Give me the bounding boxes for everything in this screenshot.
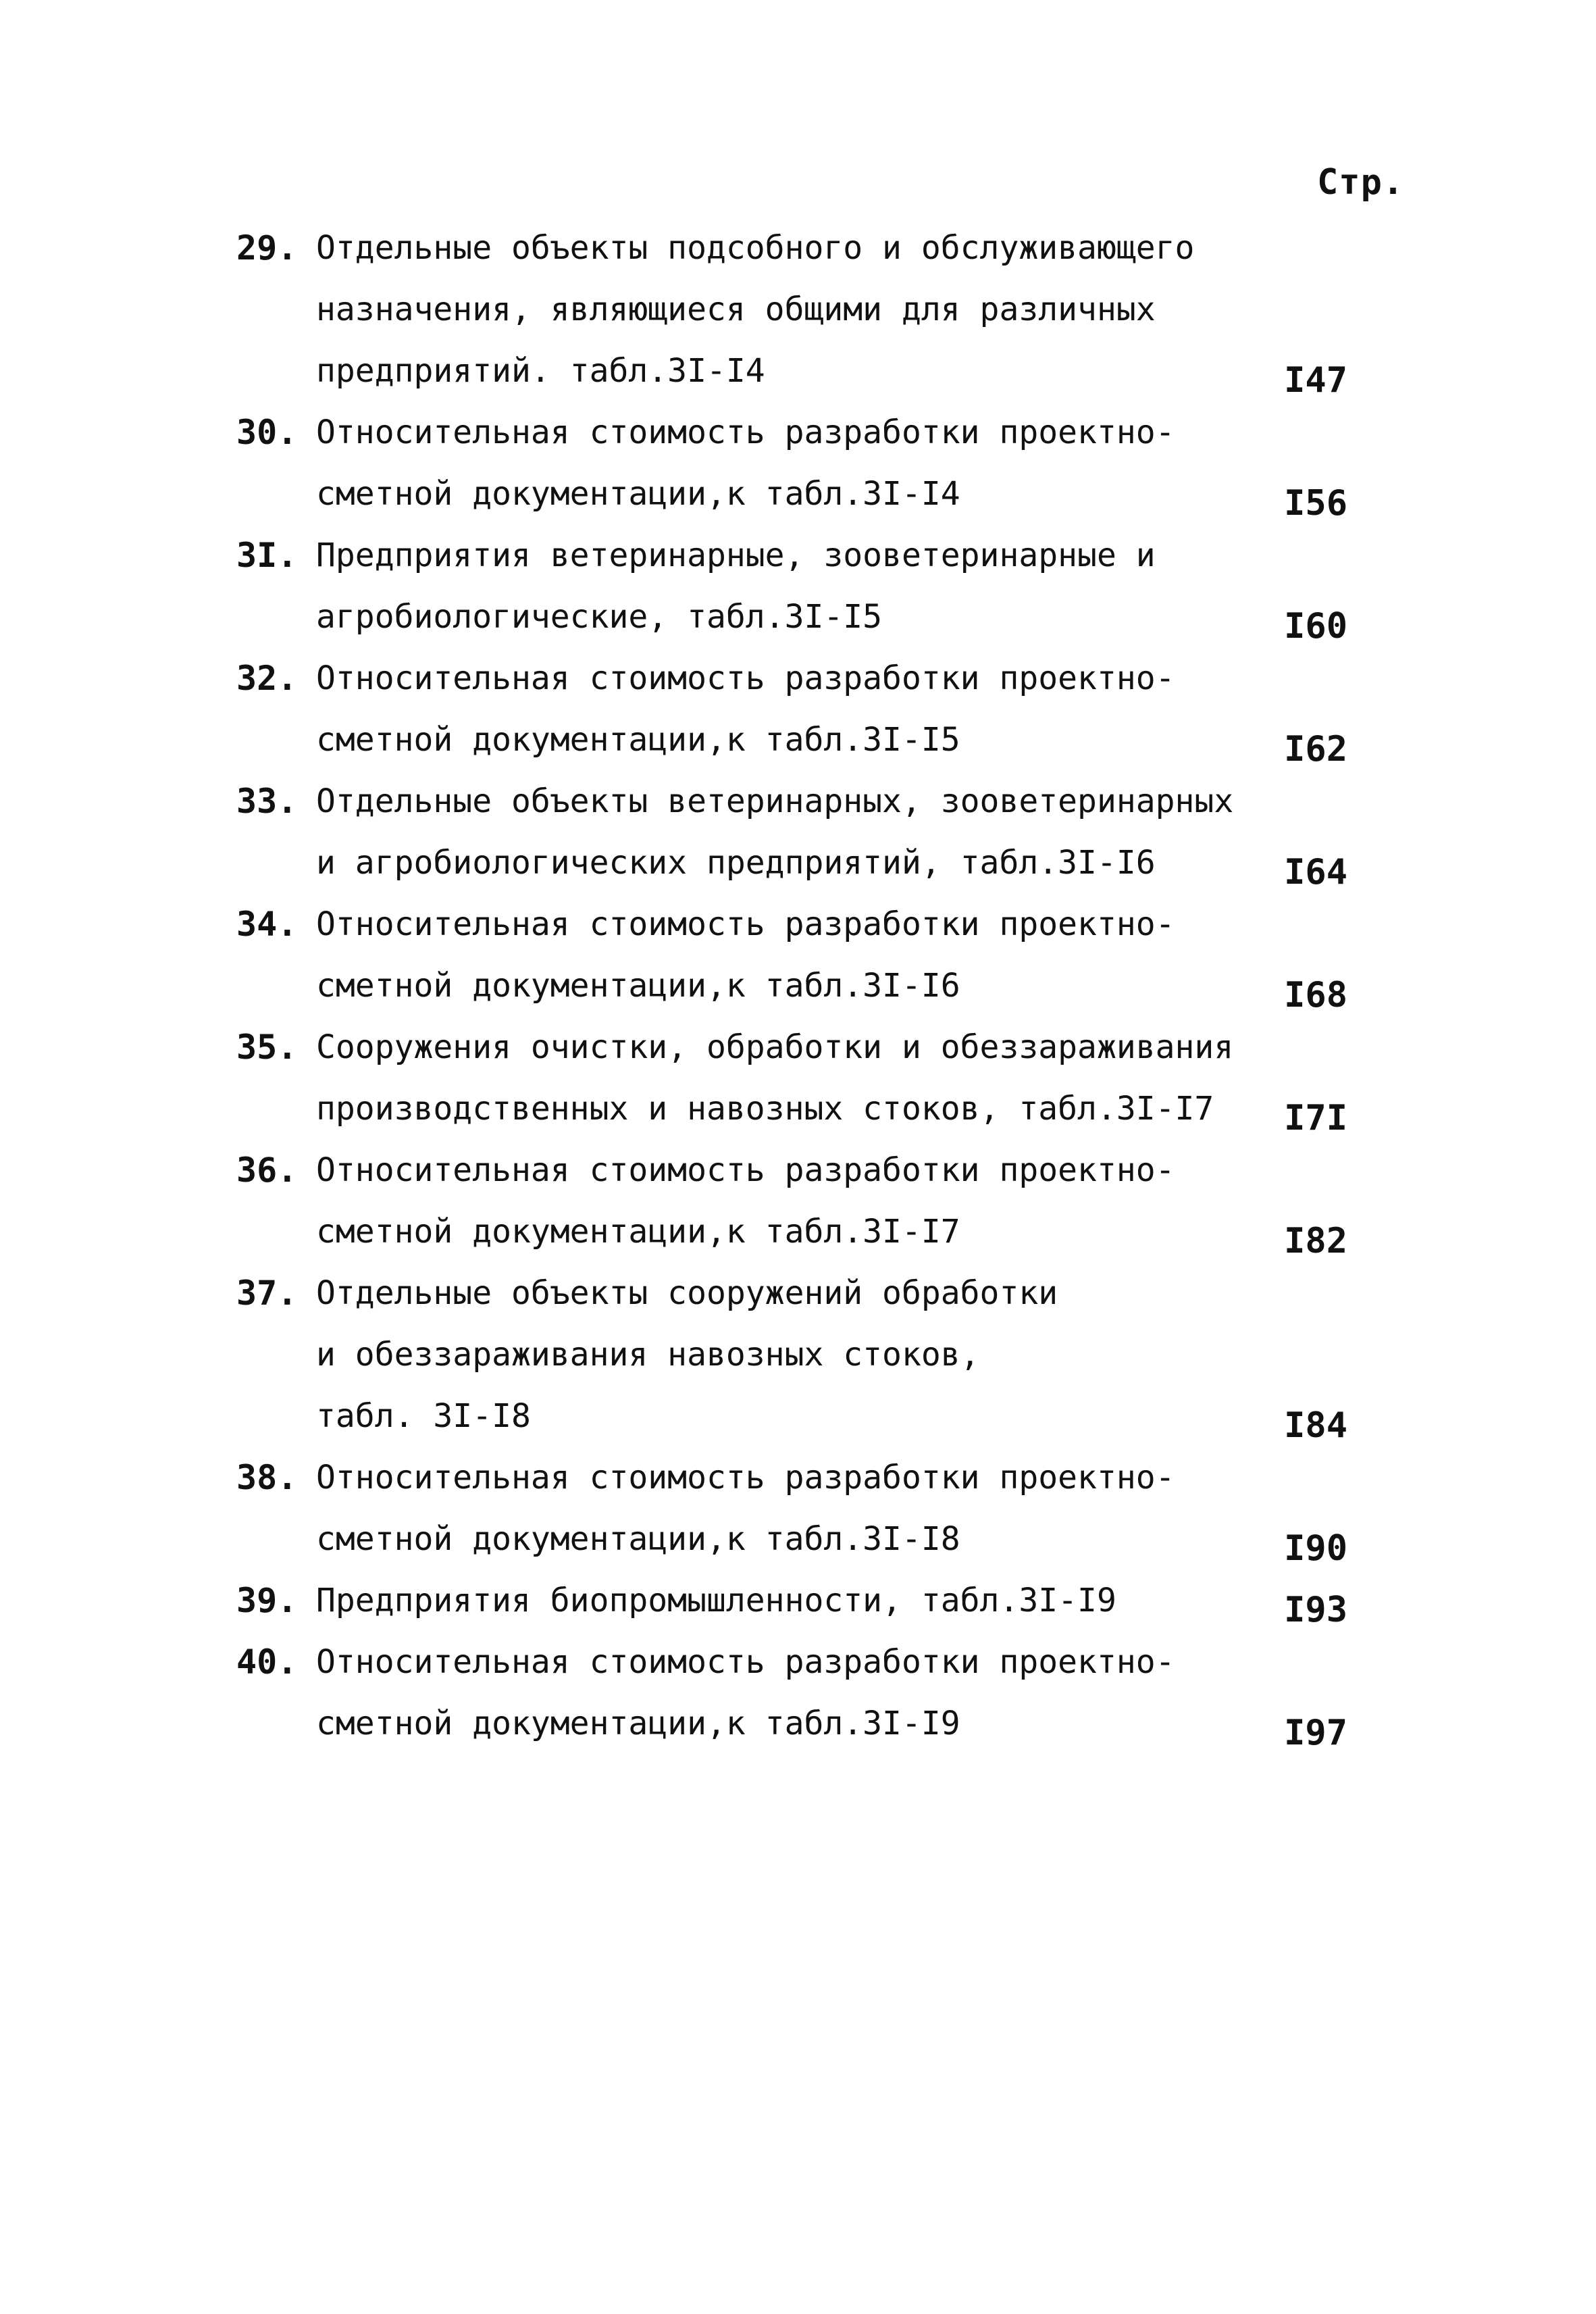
toc-entry-title	[316, 1632, 1248, 1755]
toc-entry-title-line: табл. 3I-I8	[316, 1397, 531, 1435]
toc-entry-page-number: I64	[1284, 852, 1347, 892]
toc-entry	[236, 1140, 1452, 1263]
toc-entry-page-number: I47	[1284, 360, 1347, 401]
toc-entry-title	[316, 525, 1248, 648]
toc-entry-title-line: Относительная стоимость разработки проектно-	[316, 659, 1175, 697]
toc-entry-title-line: сметной документации,к табл.3I-I9	[316, 1705, 960, 1742]
toc-entry-page-number: I68	[1284, 975, 1347, 1015]
toc-entry-title-line: производственных и навозных стоков, табл.3I-I7	[316, 1090, 1214, 1128]
toc-entry	[236, 1570, 1452, 1632]
toc-entry	[236, 1017, 1452, 1140]
toc-entry	[236, 1263, 1452, 1447]
toc-entry-title	[316, 218, 1248, 402]
toc-entry-title	[316, 1017, 1248, 1140]
toc-entry-number: 29.	[236, 228, 298, 268]
toc-entry-title-line: агробиологические, табл.3I-I5	[316, 598, 883, 636]
toc-entry-page-number: I62	[1284, 729, 1347, 770]
toc-entry-title-line: Предприятия биопромышленности, табл.3I-I9	[316, 1582, 1116, 1619]
toc-entry	[236, 1632, 1452, 1755]
toc-entry-title	[316, 894, 1248, 1017]
toc-entry-page-number: I56	[1284, 483, 1347, 524]
toc-entry-title-line: предприятий. табл.3I-I4	[316, 352, 765, 390]
toc-entry-title-line: сметной документации,к табл.3I-I8	[316, 1520, 960, 1558]
toc-entry-title-line: и агробиологических предприятий, табл.3I-I6	[316, 844, 1156, 882]
toc-entry-title-line: Относительная стоимость разработки проектно-	[316, 1151, 1175, 1189]
toc-entry-title-line: Отдельные объекты подсобного и обслуживающего	[316, 229, 1195, 267]
toc-entry-title	[316, 1263, 1248, 1447]
page-column-header: Стр.	[1317, 162, 1405, 203]
toc-entry-title-line: Сооружения очистки, обработки и обеззараживания	[316, 1028, 1234, 1066]
toc-entry-page-number: I60	[1284, 606, 1347, 647]
toc-entry-title	[316, 771, 1248, 894]
toc-entry-number: 32.	[236, 659, 298, 698]
toc-entry-title-line: Относительная стоимость разработки проектно-	[316, 1459, 1175, 1496]
toc-entry	[236, 771, 1452, 894]
toc-entry-title	[316, 402, 1248, 525]
toc-entry-page-number: I90	[1284, 1528, 1347, 1569]
toc-entry-number: 33.	[236, 782, 298, 821]
toc-entry-title-line: сметной документации,к табл.3I-I5	[316, 721, 960, 759]
toc-entry-number: 34.	[236, 905, 298, 944]
table-of-contents	[236, 218, 1452, 1755]
toc-entry-title-line: Относительная стоимость разработки проектно-	[316, 905, 1175, 943]
toc-entry-title-line: сметной документации,к табл.3I-I6	[316, 967, 960, 1005]
toc-entry-number: 3I.	[236, 536, 298, 575]
toc-entry-title-line: Отдельные объекты сооружений обработки	[316, 1274, 1058, 1312]
toc-entry	[236, 525, 1452, 648]
toc-entry	[236, 1447, 1452, 1570]
toc-entry-number: 38.	[236, 1458, 298, 1497]
toc-entry-title-line: Относительная стоимость разработки проектно-	[316, 413, 1175, 451]
toc-entry-title-line: Отдельные объекты ветеринарных, зооветеринарных	[316, 782, 1234, 820]
toc-entry-number: 39.	[236, 1581, 298, 1620]
toc-entry	[236, 648, 1452, 771]
toc-entry-title-line: Предприятия ветеринарные, зооветеринарные и	[316, 536, 1156, 574]
toc-entry-number: 36.	[236, 1151, 298, 1190]
toc-entry-number: 35.	[236, 1028, 298, 1067]
toc-entry	[236, 218, 1452, 402]
toc-entry-page-number: I93	[1284, 1590, 1347, 1630]
toc-entry-title-line: Относительная стоимость разработки проектно-	[316, 1643, 1175, 1681]
toc-entry-title-line: и обеззараживания навозных стоков,	[316, 1336, 980, 1374]
toc-entry	[236, 894, 1452, 1017]
toc-entry-title-line: сметной документации,к табл.3I-I4	[316, 475, 960, 513]
toc-entry-title	[316, 1447, 1248, 1570]
toc-entry-number: 30.	[236, 413, 298, 452]
toc-entry-page-number: I7I	[1284, 1098, 1347, 1138]
toc-entry-title	[316, 648, 1248, 771]
toc-entry-page-number: I82	[1284, 1221, 1347, 1261]
toc-entry	[236, 402, 1452, 525]
toc-entry-number: 40.	[236, 1642, 298, 1682]
toc-entry-title	[316, 1140, 1248, 1263]
toc-entry-title-line: сметной документации,к табл.3I-I7	[316, 1213, 960, 1251]
toc-entry-title	[316, 1570, 1248, 1632]
toc-entry-page-number: I97	[1284, 1713, 1347, 1753]
toc-entry-page-number: I84	[1284, 1405, 1347, 1446]
toc-entry-title-line: назначения, являющиеся общими для различных	[316, 291, 1156, 328]
toc-entry-number: 37.	[236, 1274, 298, 1313]
